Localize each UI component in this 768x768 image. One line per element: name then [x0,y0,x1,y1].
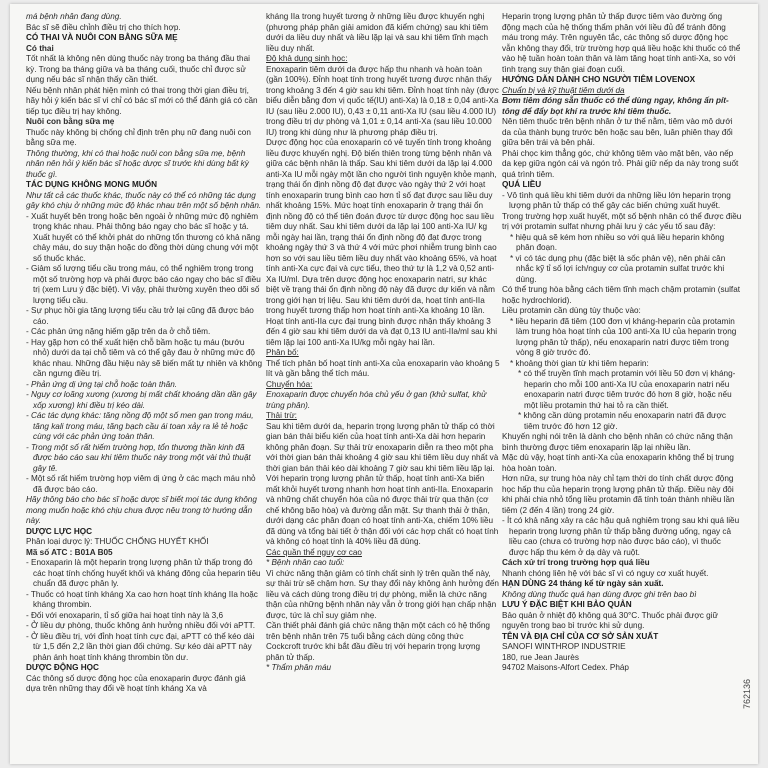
paragraph: Độ khả dụng sinh học: [266,54,348,63]
paragraph: Các quần thể nguy cơ cao [266,547,362,557]
paragraph: - Các phản ứng nặng hiếm gặp trên da ở chỗ tiêm. [26,327,211,336]
paragraph: * khoảng thời gian từ khi tiêm heparin: [510,358,649,368]
paragraph: Bảo quản ở nhiệt độ không quá 30°C. Thuốc phải được giữ nguyên trong bao bì trước khi sử dụng. [502,610,719,630]
paragraph: * không cần dùng protamin nếu enoxaparin natri đã được tiêm trước đó hơn 12 giờ. [518,411,726,431]
paragraph: - Phản ứng dị ứng tại chỗ hoặc toàn thân. [26,379,178,389]
paragraph: SANOFI WINTHROP INDUSTRIE [502,642,626,651]
paragraph: Phân loại dược lý: THUỐC CHỐNG HUYẾT KHỐI [26,537,209,546]
paragraph: - Vô tình quá liều khi tiêm dưới da những liều lớn heparin trọng lượng phân tử thấp có thể gây các biến chứng xuất huyết. [502,190,731,210]
paragraph: - Nguy cơ loãng xương (xương bị mất chất khoáng dần dần gây xốp xương) khi điều trị kéo dài. [26,390,257,410]
leaflet-page [10,4,758,764]
paragraph: * Thẩm phân máu [266,663,332,672]
column-left [26,12,262,695]
paragraph: DƯỢC ĐỘNG HỌC [26,663,99,672]
paragraph: * vì có tác dụng phụ (đặc biệt là sốc phản vệ), nên phải cân nhắc kỹ tỉ số lợi ích/nguy cơ của protamin sulfat trước khi dùng. [510,253,726,284]
print-code: 762136 [742,679,752,710]
paragraph: * Bệnh nhân cao tuổi: [266,558,345,567]
paragraph: TÁC DỤNG KHÔNG MONG MUỐN [26,180,157,189]
paragraph: Trong trường hợp xuất huyết, một số bệnh nhân có thể được điều trị với protamin sulfat nhưng phải lưu ý các yếu tố sau đây: [502,211,742,231]
paragraph: HẠN DÙNG 24 tháng kể từ ngày sản xuất. [502,579,664,588]
paragraph: - Xuất huyết bên trong hoặc bên ngoài ở những mức độ nghiêm trọng khác nhau. Phải thông báo ngay cho bác sĩ hoặc y tá. Xuất huyết có thể khởi phát do những tổn thương có khả năng chảy máu, do suy thận hoặc do đồng thời dùng chung với một số thuốc khác. [26,211,260,263]
paragraph: - Các tác dụng khác: tăng nồng độ một số men gan trong máu, tăng kali trong máu, tăng bạch cầu ái toan xảy ra lẻ tẻ hoặc cùng với các phản ứng toàn thân. [26,411,254,441]
paragraph: * liều heparin đã tiêm (100 đơn vị kháng-heparin của protamin làm trung hòa hoạt tính của 100 anti-Xa IU của heparin trọng lượng phân tử thấp), nếu enoxaparin natri được tiêm trong vòng 8 giờ trước đó. [510,316,737,357]
paragraph: Phải chọc kim thẳng góc, chứ không tiêm vào mặt bên, vào nếp da kẹp giữa ngón cái và ngón trỏ. Phải giữ nếp da này trong suốt quá trình tiêm. [502,148,739,179]
paragraph: Thông thường, khi có thai hoặc nuôi con bằng sữa mẹ, bệnh nhân nên hỏi ý kiến bác sĩ hoặc dược sĩ trước khi dùng bất kỳ thuốc gì. [26,148,249,179]
paragraph: - Enoxaparin là một heparin trọng lượng phân tử thấp trong đó các hoạt tính chống huyết khối và kháng đông của heparin tiêu chuẩn đã được phân ly. [26,558,261,588]
paragraph: DƯỢC LỰC HỌC [26,526,93,536]
paragraph: - Giảm số lượng tiểu cầu trong máu, có thể nghiêm trọng trong một số trường hợp và phải được báo cáo ngay cho bác sĩ điều trị (xem Lưu ý đặc biệt). Vì vậy, phải thường xuyên theo dõi số lượng tiểu cầu. [26,264,261,305]
paragraph: - Một số rất hiếm trường hợp viêm dị ứng ở các mạch máu nhỏ đã được báo cáo. [26,474,256,494]
paragraph: CÓ THAI VÀ NUÔI CON BẰNG SỮA MẸ [26,33,178,42]
paragraph: * có thể truyền tĩnh mạch protamin với liều 50 đơn vị kháng-heparin cho mỗi 100 anti-Xa IU của enoxaparin natri nếu enoxaparin natri được tiêm trước đó hơn 8 giờ, hoặc nếu một liều protamin thứ hai tỏ ra cần thiết. [518,369,736,410]
paragraph: - Sự phục hồi gia tăng lượng tiểu cầu trở lại cũng đã được báo cáo. [26,306,254,326]
paragraph: Bơm tiêm đóng sẵn thuốc có thể dùng ngay, không ấn pít-tông để đẩy bọt khí ra trước khi tiêm thuốc. [502,96,729,116]
paragraph: LƯU Ý ĐẶC BIỆT KHI BẢO QUẢN [502,600,632,609]
paragraph: - Ít có khả năng xảy ra các hậu quả nghiêm trọng sau khi quá liều heparin trọng lượng phân tử thấp bằng đường uống, ngay cả liều cao (chưa có trường hợp nào được báo cáo), vì thuốc được hấp thu kém ở dạ dày và ruột. [502,516,740,557]
paragraph: * hiệu quả sẽ kém hơn nhiều so với quá liều heparin không phân đoạn. [510,232,725,252]
paragraph: Mã số ATC : B01A B05 [26,547,113,557]
paragraph: HƯỚNG DẪN DÀNH CHO NGƯỜI TIÊM LOVENOX [502,75,696,84]
paragraph: - Trong một số rất hiếm trường hợp, tổn thương thần kinh đã được báo cáo sau khi tiêm thuốc này trong một vài thủ thuật gây tê. [26,442,251,473]
paragraph: Cách xử trí trong trường hợp quá liều [502,558,650,567]
paragraph: kháng IIa trong huyết tương ở những liều được khuyến nghị (phương pháp phân giải amidon đã kiểm chứng) sau khi tiêm dưới da liều duy nhất và liều lặp lại và sau khi tiêm tĩnh mạch liều duy nhất. [266,12,489,53]
paragraph: Thể tích phân bố hoạt tính anti-Xa của enoxaparin vào khoảng 5 lít và gần bằng thể tích máu. [266,358,500,378]
paragraph: Tốt nhất là không nên dùng thuốc này trong ba tháng đầu thai kỳ. Trong ba tháng giữa và ba tháng cuối, thuốc chỉ được sử dụng nếu bác sĩ nhận thấy cần thiết. [26,54,250,84]
paragraph: - Thuốc có hoạt tính kháng Xa cao hơn hoạt tính kháng IIa hoặc kháng thrombin. [26,589,258,609]
paragraph: Các thông số dược động học của enoxaparin được đánh giá dựa trên những thay đổi về hoạt tính kháng Xa và [26,673,246,693]
paragraph: Không dùng thuốc quá hạn dùng được ghi trên bao bì [502,589,697,599]
paragraph: Nên tiêm thuốc trên bệnh nhân ở tư thế nằm, tiêm vào mô dưới da của thành bụng trước bên hoặc sau bên, luân phiên thay đổi giữa bên trái và bên phải. [502,117,733,147]
paragraph: QUÁ LIỀU [502,180,542,189]
paragraph: Vì chức năng thận giảm có tính chất sinh lý trên quần thể này, sự thải trừ sẽ chậm hơn. Sự thay đổi này không ảnh hưởng đến liều và cách dùng trong điều trị dự phòng, miễn là chức năng thận của những bệnh nhân này vẫn ở trong giới hạn chấp nhận được, tức là chỉ suy giảm nhẹ. [266,568,499,620]
paragraph: Chuyển hóa: [266,379,313,389]
paragraph: Hãy thông báo cho bác sĩ hoặc dược sĩ biết mọi tác dụng không mong muốn hoặc khó chịu chưa được nêu trong tờ hướng dẫn này. [26,495,257,525]
paragraph: Có thai [26,43,54,53]
paragraph: Thuốc này không bị chống chỉ định trên phụ nữ đang nuôi con bằng sữa mẹ. [26,127,251,147]
paragraph: má bệnh nhân đang dùng. [26,12,122,21]
paragraph: Thải trừ: [266,411,297,420]
paragraph: Chuẩn bị và kỹ thuật tiêm dưới da [502,85,625,95]
paragraph: Dược động học của enoxaparin có vẻ tuyến tính trong khoảng liều được khuyến nghị. Độ biến thiên trong từng bệnh nhân và giữa các bệnh nhân là thấp. Sau khi tiêm dưới da lặp lại 4.000 anti-Xa IU mỗi ngày một lần cho người tình nguyện khỏe mạnh, trạng thái ổn định nồng độ đạt được vào ngày thứ 2 với hoạt tính enoxaparin trung bình cao hơn tỉ số đạt được sau liều duy nhất khoảng 15%. Mức hoạt tính enoxaparin ở trạng thái ổn định nồng độ có thể tiên đoán được từ dược động học sau liều tiêm duy nhất. Sau khi tiêm dưới da lặp lại 100 anti-Xa IU/ kg mỗi ngày hai lần, trạng thái ổn định nồng độ đạt được trong khoảng ngày thứ 3 và thứ 4 với mức phơi nhiễm trung bình cao hơn so với sau liều tiêm liều duy nhất vào khoảng 65%, và hoạt tính anti-Xa cực đại và cực tiểu, theo thứ tự là 1,2 và 0,52 anti-Xa IU/ml. Dựa trên dược động học enoxaparin natri, sự khác biệt về trạng thái ổn định nồng độ này đã được dự kiến và nằm trong giới hạn trị liệu. Sau khi tiêm dưới da, hoạt tính anti-IIa trong huyết tương thấp hơn hoạt tính anti-Xa khoảng 10 lần. Hoạt tính anti-IIa cực đại trung bình được nhận thấy khoảng 3 đến 4 giờ sau khi tiêm dưới da và đạt 0,13 IU anti-IIa/ml sau khi tiêm lặp lại 100 anti-Xa IU/kg mỗi ngày hai lần. [266,138,498,347]
paragraph: Khuyến nghị nói trên là dành cho bệnh nhân có chức năng thận bình thường được tiêm enoxaparin lặp lại nhiều lần. [502,432,733,452]
column-right [502,12,742,674]
paragraph: Sau khi tiêm dưới da, heparin trọng lượng phân tử thấp có thời gian bán thải biểu kiến của hoạt tính anti-Xa dài hơn heparin không phân đoạn. Sự thải trừ enoxaparin diễn ra theo một pha với thời gian bán thải khoảng 4 giờ sau khi tiêm liều duy nhất và thời gian bán thải kéo dài khoảng 7 giờ sau khi tiêm liều lặp lại. Với heparin trọng lượng phân tử thấp, hoạt tính anti-Xa biến mất khỏi huyết tương nhanh hơn hoạt tính anti-IIa. Enoxaparin và những chất chuyển hóa của nó được thải trừ qua thận (cơ chế không bão hòa) và đường dẫn mật. Sự thanh thải ở thận, dưới dạng các phân đoạn có hoạt tính anti-Xa, chiếm 10% liều đã dùng và tổng bài tiết ở thận đối với các hợp chất có hoạt tính và không có hoạt tính là 40% liều đã dùng. [266,421,499,546]
paragraph: Heparin trọng lượng phân tử thấp được tiêm vào đường ống động mạch của hệ thống thẩm phân với liều đủ để tránh đông máu trong máy. Trên nguyên tắc, các thông số dược động học vẫn không thay đổi, trừ trường hợp quá liều hoặc khi thuốc có thể vào hệ tuần hoàn toàn thân và làm tăng hoạt tính anti-Xa, so với tình trạng suy thận giai đoạn cuối. [502,12,741,74]
paragraph: Như tất cả các thuốc khác, thuốc này có thể có những tác dụng gây khó chịu ở những mức độ khác nhau trên một số bệnh nhân. [26,190,262,210]
paragraph: 94702 Maisons-Alfort Cedex. Pháp [502,663,629,672]
paragraph: Phân bố: [266,348,299,357]
paragraph: Mặc dù vậy, hoạt tính anti-Xa của enoxaparin không thể bị trung hòa hoàn toàn. [502,453,734,473]
paragraph: Liều protamin cần dùng tùy thuộc vào: [502,306,641,315]
paragraph: Cần thiết phải đánh giá chức năng thận một cách có hệ thống trên bệnh nhân trên 75 tuổi bằng cách dùng công thức Cockcroft trước khi bắt đầu điều trị với heparin trọng lượng phân tử thấp. [266,621,490,662]
paragraph: Nhanh chóng liên hệ với bác sĩ vì có nguy cơ xuất huyết. [502,568,709,578]
paragraph: Enoxaparin tiêm dưới da được hấp thu nhanh và hoàn toàn (gần 100%). Đỉnh hoạt tính trong huyết tương được nhận thấy trong khoảng 3 đến 4 giờ sau khi tiêm. Đỉnh hoạt tính này (được biểu diễn bằng đơn vị quốc tế(IU) anti-Xa) là 0,18 ± 0,04 anti-Xa IU (sau liều 2.000 IU), 0,43 ± 0,11 anti-Xa IU (sau liều 4.000 IU) trong điều trị dự phòng và 1,01 ± 0,14 anti-Xa (sau liều 10.000 IU) trong khi dùng như là phương pháp điều trị. [266,64,499,137]
column-middle [266,12,500,674]
paragraph: - Đối với enoxaparin, tỉ số giữa hai hoạt tính này là 3,6 [26,610,223,620]
paragraph: Enoxaparin được chuyển hóa chủ yếu ở gan (khử sulfat, khử trùng phân). [266,390,487,410]
paragraph: Hơn nữa, sự trung hòa này chỉ tạm thời do tính chất dược động học hấp thu của heparin trọng lượng phân tử thấp. Điều này đôi khi phải chia nhỏ tổng liều protamin đã tính toán thành nhiều lần tiêm (2 đến 4 lần) trong 24 giờ. [502,474,735,515]
paragraph: - Hay gặp hơn có thể xuất hiện chỗ bầm hoặc tụ máu (bướu nhỏ) dưới da tại chỗ tiêm và có thể gây đau ở những mức độ khác nhau. Những đầu hiệu này sẽ biến mất tự nhiên và không cần ngưng điều trị. [26,337,262,378]
paragraph: TÊN VÀ ĐỊA CHỈ CỦA CƠ SỞ SẢN XUẤT [502,631,659,641]
paragraph: Nếu bệnh nhân phát hiện mình có thai trong thời gian điều trị, hãy hỏi ý kiến bác sĩ vì chỉ có bác sĩ mới có thể đánh giá có cần tiếp tục điều trị hay không. [26,85,258,116]
paragraph: Có thể trung hòa bằng cách tiêm tĩnh mạch chậm protamin (sulfat hoặc hydrochlorid). [502,285,741,305]
paragraph: - Ở liều dự phòng, thuốc không ảnh hưởng nhiều đối với aPTT. [26,621,255,630]
paragraph: - Ở liều điều trị, với đỉnh hoạt tính cực đại, aPTT có thể kéo dài từ 1,5 đến 2,2 lần thời gian đối chứng. Sự kéo dài aPTT này phản ánh hoạt tính kháng thrombin tồn dư. [26,631,255,662]
paragraph: Nuôi con bằng sữa mẹ [26,117,115,126]
paragraph: Bác sĩ sẽ điều chỉnh điều trị cho thích hợp. [26,22,181,32]
paragraph: 180, rue Jean Jaurès [502,652,579,662]
